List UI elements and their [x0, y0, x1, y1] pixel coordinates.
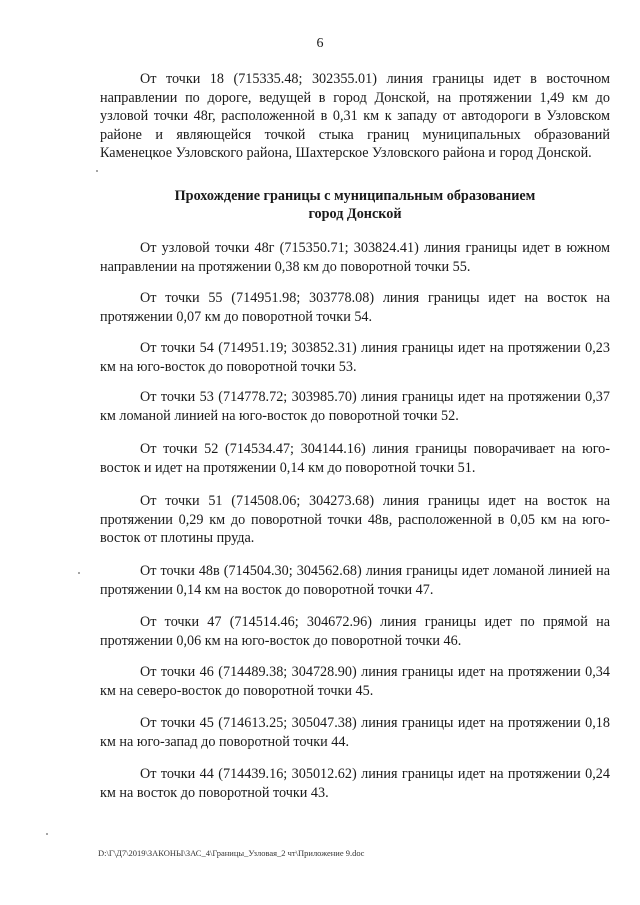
footer-file-path: D:\Г\Д7\2019\ЗАКОНЫ\ЗАС_4\Границы_Узловая_2 чт\Приложение 9.doc — [98, 848, 365, 858]
paragraph-block — [100, 613, 610, 650]
paragraph: От точки 45 (714613.25; 305047.38) линия границы идет на протяжении 0,18 км на юго-запад до поворотной точки 44. — [100, 715, 610, 750]
paragraph: От точки 53 (714778.72; 303985.70) линия границы идет на протяжении 0,37 км ломаной линией на юго-восток до поворотной точки 52. — [100, 389, 610, 424]
paragraph: От точки 54 (714951.19; 303852.31) линия границы идет на протяжении 0,23 км на юго-восток до поворотной точки 53. — [100, 340, 610, 375]
paragraph: От точки 46 (714489.38; 304728.90) линия границы идет на протяжении 0,34 км на северо-восток до поворотной точки 45. — [100, 664, 610, 699]
paragraph: От узловой точки 48г (715350.71; 303824.41) линия границы идет в южном направлении на протяжении 0,38 км до поворотной точки 55. — [100, 240, 610, 275]
paragraph-block — [100, 440, 610, 477]
section-heading-line-2: город Донской — [308, 205, 402, 222]
paragraph-block — [100, 289, 610, 326]
paragraph: От точки 47 (714514.46; 304672.96) линия границы идет по прямой на протяжении 0,06 км на юго-восток до поворотной точки 46. — [100, 614, 610, 649]
paragraph: От точки 48в (714504.30; 304562.68) линия границы идет ломаной линией на протяжении 0,14 км на восток до поворотной точки 47. — [100, 563, 610, 598]
paragraph-block — [100, 562, 610, 599]
section-heading-line-1: Прохождение границы с муниципальным образованием — [174, 188, 536, 204]
paragraph: От точки 44 (714439.16; 305012.62) линия границы идет на протяжении 0,24 км на восток до поворотной точки 43. — [100, 766, 610, 801]
paragraph-block — [100, 765, 610, 802]
scan-speck — [78, 572, 80, 574]
paragraph-block — [100, 339, 610, 376]
scan-speck — [46, 833, 48, 835]
paragraph-block — [100, 663, 610, 700]
paragraph-block — [100, 492, 610, 548]
paragraph: От точки 55 (714951.98; 303778.08) линия границы идет на восток на протяжении 0,07 км до поворотной точки 54. — [100, 290, 610, 325]
intro-paragraph: От точки 18 (715335.48; 302355.01) линия границы идет в восточном направлении по дороге, ведущей в город Донской, на протяжении 1,49 км до узловой точки 48г, расположенной в 0,31 км к западу от автодороги в Узловском районе и являющейся точкой стыка границ муниципальных образований Каменецкое Узловского района, Шахтерское Узловского района и город Донской. — [100, 71, 610, 162]
page-number: 6 — [316, 36, 324, 51]
section-heading — [100, 188, 610, 223]
paragraph-block — [100, 239, 610, 276]
paragraph: От точки 52 (714534.47; 304144.16) линия границы поворачивает на юго-восток и идет на протяжении 0,14 км до поворотной точки 51. — [100, 441, 610, 476]
paragraph-block — [100, 388, 610, 425]
intro-paragraph-block — [100, 70, 610, 163]
paragraph: От точки 51 (714508.06; 304273.68) линия границы идет на восток на протяжении 0,29 км до поворотной точки 48в, расположенной в 0,05 км на юго-восток от плотины пруда. — [100, 493, 610, 547]
scan-speck — [96, 170, 98, 172]
paragraph-block — [100, 714, 610, 751]
